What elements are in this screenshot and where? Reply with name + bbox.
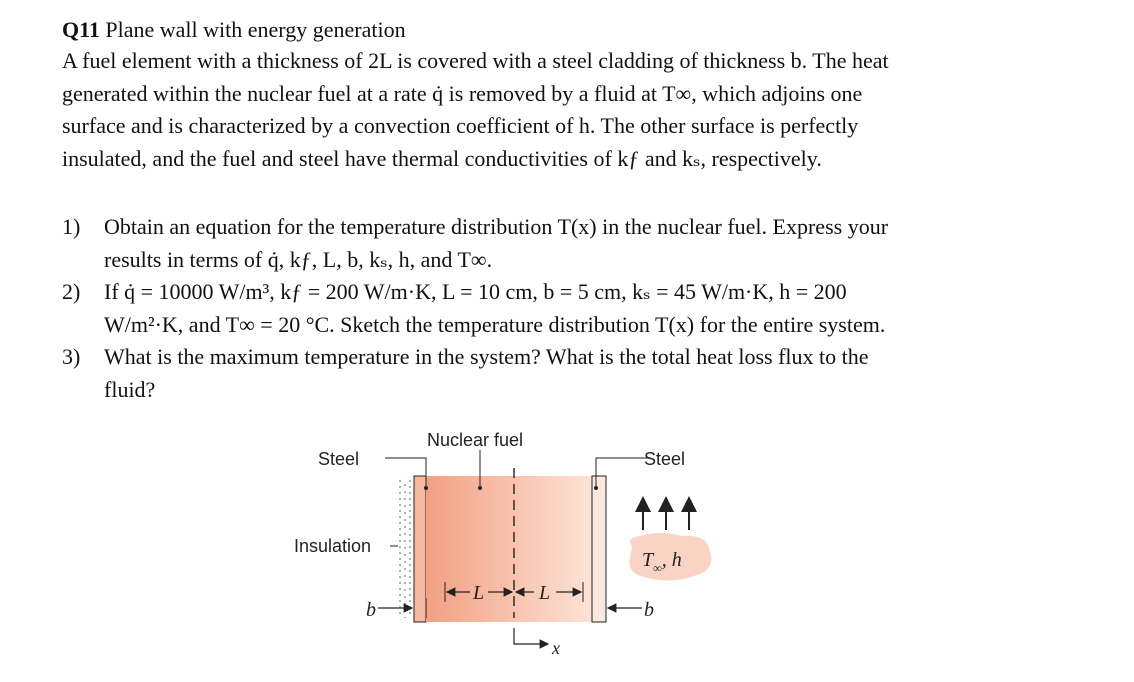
l-right-label: L [539, 582, 551, 604]
intro-line-1: A fuel element with a thickness of 2L is covered with a steel cladding of thickness b. The heat [62, 48, 889, 73]
right-steel-cladding [592, 476, 606, 622]
insulation-layer [400, 480, 410, 618]
b-right-label: b [644, 599, 654, 621]
question-number: 1) [62, 214, 81, 239]
l-left-label: L [473, 582, 485, 604]
steel-left-label: Steel [318, 449, 360, 469]
question-line: Obtain an equation for the temperature distribution T(x) in the nuclear fuel. Express your [104, 214, 889, 239]
question-line: What is the maximum temperature in the system? What is the total heat loss flux to the [104, 344, 869, 369]
intro-line-2: generated within the nuclear fuel at a rate q̇ is removed by a fluid at T∞, which adjoins one [62, 80, 863, 106]
question-3 [62, 341, 1002, 406]
nuclear-fuel-region [426, 476, 592, 622]
x-axis-label: x [552, 638, 560, 658]
question-line: W/m²·K, and T∞ = 20 °C. Sketch the temperature distribution T(x) for the entire system. [104, 311, 886, 337]
t-infinity-label: $T_\infty$, h [642, 549, 682, 575]
question-line: fluid? [104, 376, 156, 402]
question-number: 3) [62, 344, 81, 369]
question-line: results in terms of q̇, kƒ, L, b, kₛ, h, and T∞. [104, 246, 493, 272]
b-left-label: b [366, 599, 376, 621]
question-1 [62, 211, 1002, 276]
problem-title [62, 14, 1002, 45]
intro-line-4: insulated, and the fuel and steel have thermal conductivities of kƒ and kₛ, respectively. [62, 145, 822, 171]
question-list [62, 211, 1002, 406]
fluid-flow-arrows [643, 498, 689, 530]
question-2 [62, 276, 1002, 341]
x-axis-arrow [514, 628, 548, 644]
steel-right-label: Steel [644, 449, 686, 469]
problem-number: Q11 [62, 17, 100, 42]
problem-statement [62, 14, 1002, 175]
nuclear-fuel-label: Nuclear fuel [426, 430, 524, 450]
intro-line-3: surface and is characterized by a convection coefficient of h. The other surface is perfectly [62, 113, 859, 138]
insulation-label: Insulation [294, 536, 372, 556]
question-line: If q̇ = 10000 W/m³, kƒ = 200 W/m·K, L = 10 cm, b = 5 cm, kₛ = 45 W/m·K, h = 200 [104, 279, 847, 304]
question-number: 2) [62, 279, 81, 304]
figure-svg [280, 418, 740, 668]
fuel-element-figure [280, 418, 740, 673]
problem-title-text: Plane wall with energy generation [105, 17, 406, 42]
left-steel-cladding [414, 476, 426, 622]
